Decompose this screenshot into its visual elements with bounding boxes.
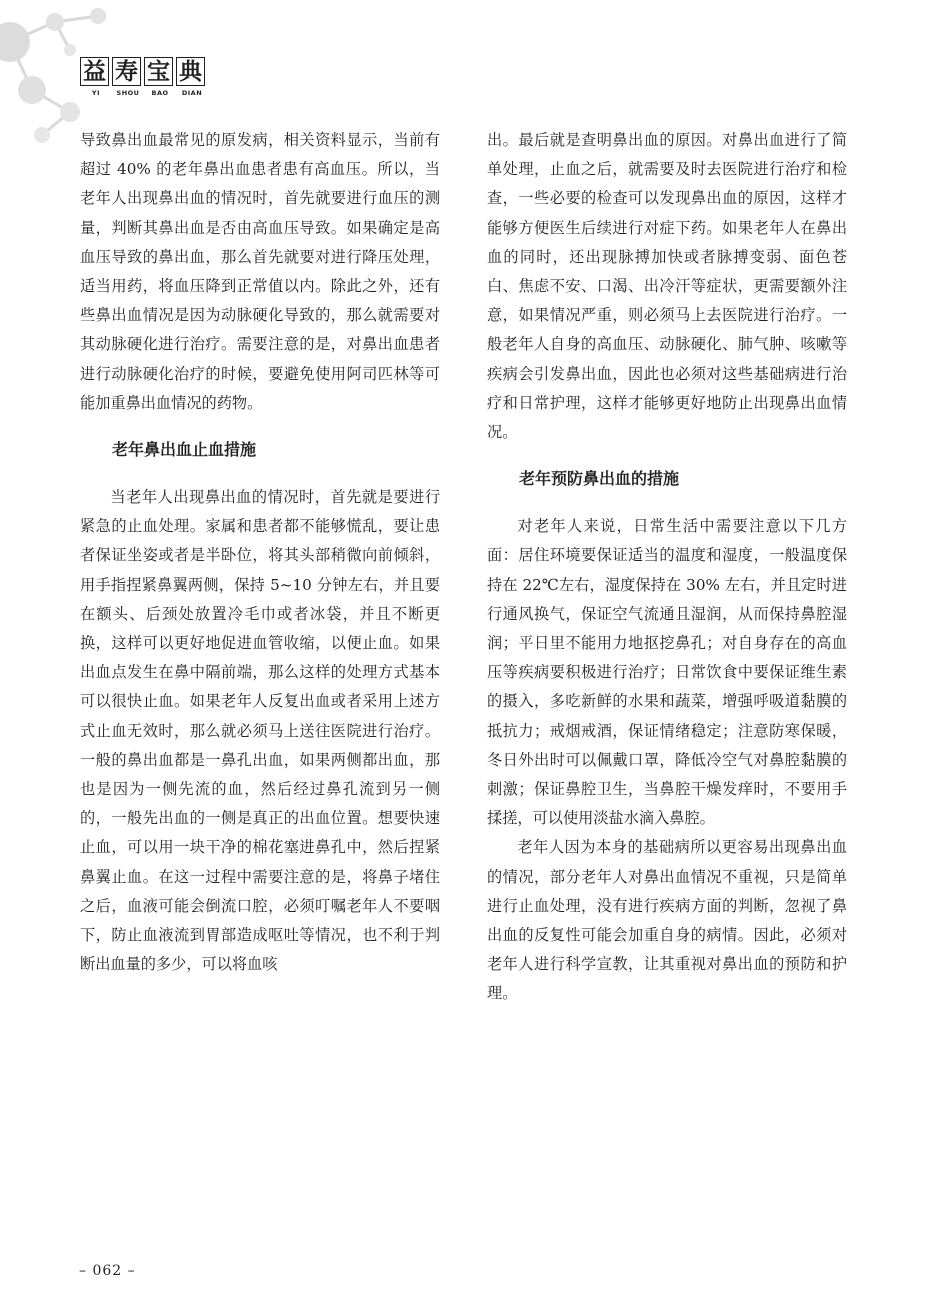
logo-pinyin: SHOU <box>116 89 140 97</box>
left-column <box>80 126 440 979</box>
magazine-logo <box>80 57 208 97</box>
logo-char: 典 <box>176 57 205 86</box>
body-paragraph: 老年人因为本身的基础病所以更容易出现鼻出血的情况，部分老年人对鼻出血情况不重视，只是简单进行止血处理，没有进行疾病方面的判断，忽视了鼻出血的反复性可能会加重自身的病情。因此，必须对老年人进行科学宣教，让其重视对鼻出血的预防和护理。 <box>487 838 847 1003</box>
logo-char: 宝 <box>144 57 173 86</box>
body-paragraph: 出。最后就是查明鼻出血的原因。对鼻出血进行了简单处理，止血之后，就需要及时去医院进行治疗和检查，一些必要的检查可以发现鼻出血的原因，这样才能够方便医生后续进行对症下药。如果老年人在鼻出血的同时，还出现脉搏加快或者脉搏变弱、面色苍白、焦虑不安、口渴、出冷汗等症状，更需要额外注意，如果情况严重，则必须马上去医院进行治疗。一般老年人自身的高血压、动脉硬化、肺气肿、咳嗽等疾病会引发鼻出血，因此也必须对这些基础病进行治疗和日常护理，这样才能够更好地防止出现鼻出血情况。 <box>487 131 847 442</box>
logo-pinyin: YI <box>91 89 101 97</box>
logo-pinyin: DIAN <box>181 89 203 97</box>
body-paragraph: 导致鼻出血最常见的原发病，相关资料显示，当前有超过 40% 的老年鼻出血患者患有高血压。所以，当老年人出现鼻出血的情况时，首先就要进行血压的测量，判断其鼻出血是否由高血压导致。如果确定是高血压导致的鼻出血，那么首先就要对进行降压处理，适当用药，将血压降到正常值以内。除此之外，还有些鼻出血情况是因为动脉硬化导致的，那么就需要对其动脉硬化进行治疗。需要注意的是，对鼻出血患者进行动脉硬化治疗的时候，要避免使用阿司匹林等可能加重鼻出血情况的药物。 <box>80 131 440 412</box>
logo-char: 寿 <box>112 57 141 86</box>
body-paragraph: 当老年人出现鼻出血的情况时，首先就是要进行紧急的止血处理。家属和患者都不能够慌乱，要让患者保证坐姿或者是半卧位，将其头部稍微向前倾斜，用手指捏紧鼻翼两侧，保持 5~10 分钟左右，并且要在额头、后颈处放置冷毛巾或者冰袋，并且不断更换，这样可以更好地促进血管收缩，以便止血。如果出血点发生在鼻中隔前端，那么这样的处理方式基本可以很快止血。如果老年人反复出血或者采用上述方式止血无效时，那么就必须马上送往医院进行治疗。一般的鼻出血都是一鼻孔出血，如果两侧都出血，那也是因为一侧先流的血，然后经过鼻孔流到另一侧的，一般先出血的一侧是真正的出血位置。想要快速止血，可以用一块干净的棉花塞进鼻孔中，然后捏紧鼻翼止血。在这一过程中需要注意的是，将鼻子堵住之后，血液可能会倒流口腔，必须叮嘱老年人不要咽下，防止血液流到胃部造成呕吐等情况，也不利于判断出血量的多少，可以将血咳 <box>80 488 440 974</box>
body-paragraph: 对老年人来说，日常生活中需要注意以下几方面：居住环境要保证适当的温度和湿度，一般温度保持在 22℃左右，湿度保持在 30% 左右，并且定时进行通风换气，保证空气流通且湿润，从而保持鼻腔湿润；平日里不能用力地抠挖鼻孔；对自身存在的高血压等疾病要积极进行治疗；日常饮食中要保证维生素的摄入，多吃新鲜的水果和蔬菜，增强呼吸道黏膜的抵抗力；戒烟戒酒，保证情绪稳定；注意防寒保暖，冬日外出时可以佩戴口罩，降低冷空气对鼻腔黏膜的刺激；保证鼻腔卫生，当鼻腔干燥发痒时，不要用手揉搓，可以使用淡盐水滴入鼻腔。 <box>487 517 847 828</box>
section-heading: 老年鼻出血止血措施 <box>112 440 257 460</box>
page-number: – 062 – <box>79 1263 136 1279</box>
right-column <box>487 126 847 1009</box>
section-heading: 老年预防鼻出血的措施 <box>519 469 680 489</box>
logo-char: 益 <box>80 57 109 86</box>
logo-pinyin: BAO <box>151 89 169 97</box>
